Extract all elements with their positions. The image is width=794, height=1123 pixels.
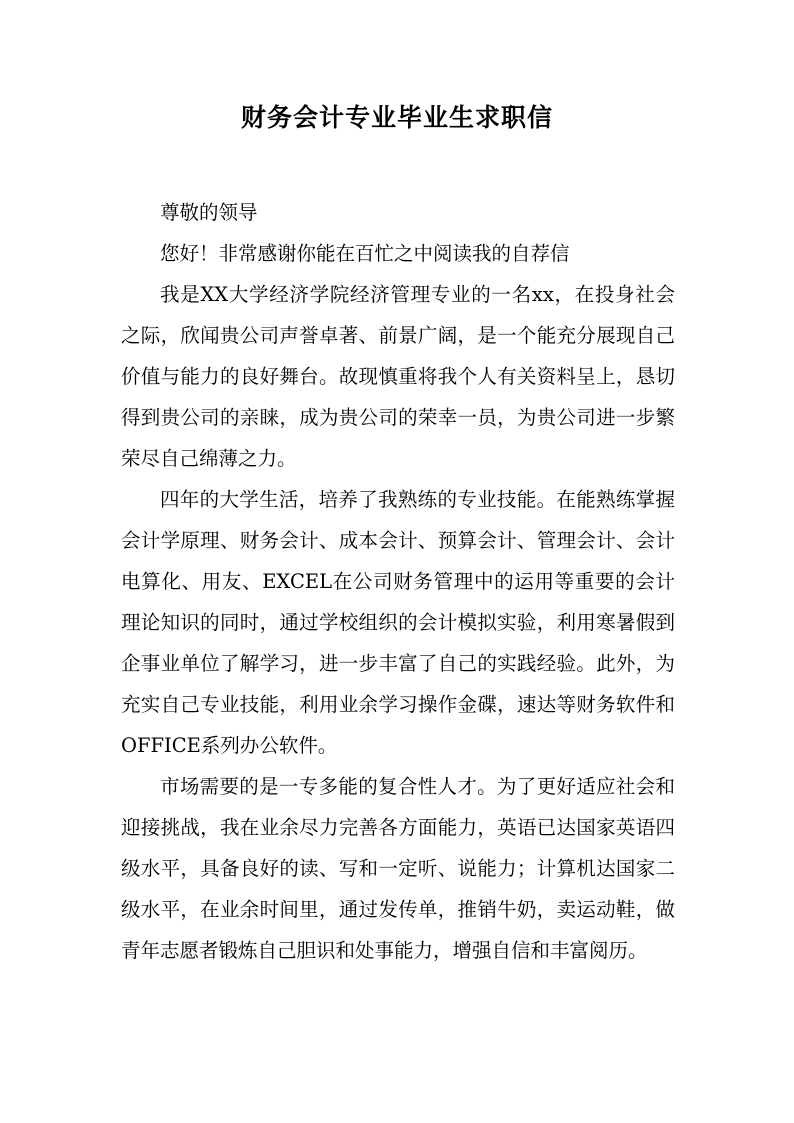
intro-paragraph: 我是XX大学经济学院经济管理专业的一名xx，在投身社会之际，欣闻贵公司声誉卓著、前景广阔，是一个能充分展现自己价值与能力的良好舞台。故现慎重将我个人有关资料呈上，恳切得到贵公司的亲睐，成为贵公司的荣幸一员，为贵公司进一步繁荣尽自己绵薄之力。 xyxy=(121,283,675,470)
document-title: 财务会计专业毕业生求职信 xyxy=(240,103,553,132)
abilities-paragraph: 市场需要的是一专多能的复合性人才。为了更好适应社会和迎接挑战，我在业余尽力完善各方面能力，英语已达国家英语四级水平，具备良好的读、写和一定听、说能力；计算机达国家二级水平，在业余时间里，通过发传单，推销牛奶，卖运动鞋，做青年志愿者锻炼自己胆识和处事能力，增强自信和丰富阅历。 xyxy=(121,775,675,962)
greeting-paragraph: 您好！非常感谢你能在百忙之中阅读我的自荐信 xyxy=(160,242,570,265)
skills-paragraph: 四年的大学生活，培养了我熟练的专业技能。在能熟练掌握会计学原理、财务会计、成本会计、预算会计、管理会计、会计电算化、用友、EXCEL在公司财务管理中的运用等重要的会计理论知识的同时，通过学校组织的会计模拟实验，利用寒暑假到企事业单位了解学习，进一步丰富了自己的实践经验。此外，为充实自己专业技能，利用业余学习操作金碟，速达等财务软件和OFFICE系列办公软件。 xyxy=(121,488,675,757)
document-body xyxy=(121,192,675,971)
salutation: 尊敬的领导 xyxy=(160,201,258,224)
